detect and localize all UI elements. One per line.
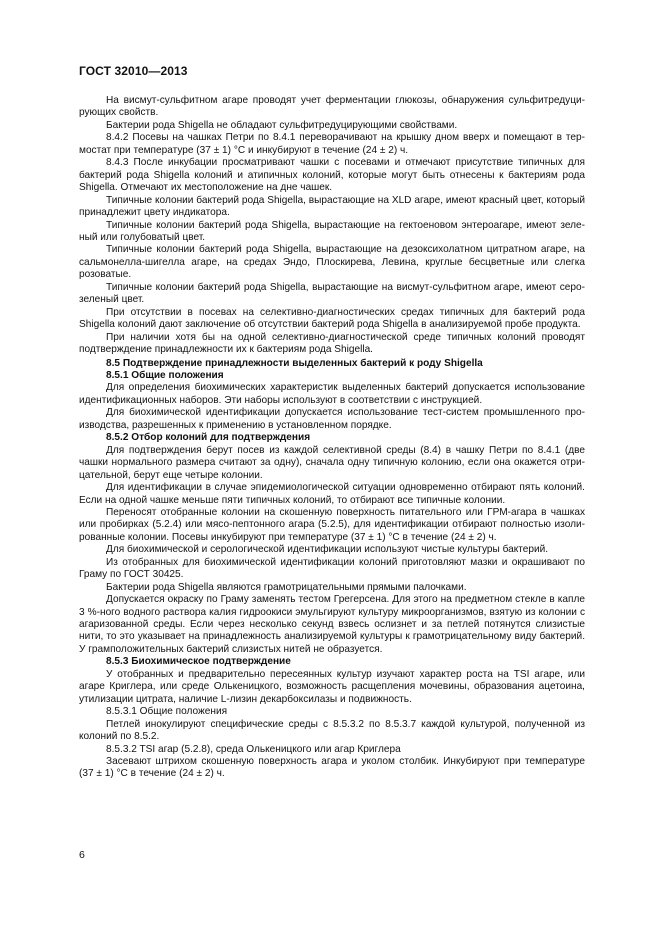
subsection-heading-8-5-3-2: 8.5.3.2 TSI агар (5.2.8), среда Олькеницкого или агар Криглера: [106, 743, 401, 755]
section-heading-8-5-1: 8.5.1 Общие положения: [106, 369, 224, 381]
paragraph: Для биохимической и серологической идентификации используют чистые культуры бактерий.: [106, 544, 549, 556]
paragraph: При отсутствии в посевах на селективно-диагностических средах типичных для бактерий рода Shigella колоний дают заключение об отсутствии бактерий рода Shigella в анализируемой пробе продукта.: [79, 306, 585, 331]
document-body: [79, 95, 585, 781]
paragraph: Петлей инокулируют специфические среды с 8.5.3.2 по 8.5.3.7 каждой культурой, полученной из колоний по 8.5.2.: [79, 718, 585, 743]
paragraph: Типичные колонии бактерий рода Shigella, вырастающие на дезоксихолатном цитратном агаре, на сальмонелла-шигелла агаре, на средах Эндо, Плоскирева, Левина, круглые бесцветные или слегка розоватые.: [79, 244, 585, 281]
paragraph: Типичные колонии бактерий рода Shigella, вырастающие на XLD агаре, имеют красный цвет, который принадлежит цвету индикатора.: [79, 194, 585, 219]
paragraph: Переносят отобранные колонии на скошенную поверхность питательного или ГРМ-агара в чашках или пробирках (5.2.4) или мясо-пептонного агара (5.2.5), для идентификации отбирают полностью изолированные колонии. Посевы инкубируют при температуре (37 ± 1) °С в течение (24 ± 2) ч.: [79, 506, 585, 543]
paragraph: Бактерии рода Shigella не обладают сульфитредуцирующими свойствами.: [106, 119, 458, 131]
paragraph: Для биохимической идентификации допускается использование тест-систем промышленного производства, разрешенных к применению в установленном порядке.: [79, 407, 585, 431]
paragraph: Из отобранных для биохимической идентификации колоний приготовляют мазки и окрашивают по Граму по ГОСТ 30425.: [79, 556, 585, 581]
paragraph: Для определения биохимических характеристик выделенных бактерий допускается использование идентификационных наборов. Эти наборы используют в соответствии с инструкцией.: [79, 382, 585, 406]
paragraph: 8.4.2 Посевы на чашках Петри по 8.4.1 переворачивают на крышку дном вверх и помещают в термостат при температуре (37 ± 1) °С и инкубируют в течение (24 ± 2) ч.: [79, 132, 585, 156]
document-standard-header: ГОСТ 32010—2013: [79, 64, 188, 78]
paragraph: На висмут-сульфитном агаре проводят учет ферментации глюкозы, обнаружения сульфитредуцирующих свойств.: [79, 95, 585, 119]
paragraph: Для идентификации в случае эпидемиологической ситуации одновременно отбирают пять колоний. Если на одной чашке меньше пяти типичных колоний, то отбирают все типичные колонии.: [79, 482, 585, 506]
paragraph: Для подтверждения берут посев из каждой селективной среды (8.4) в чашку Петри по 8.4.1 (две чашки нормального размера считают за одну), сначала одну типичную колонию, если она окажется отрицательной, берут еще четыре колонии.: [79, 444, 585, 481]
page-number: 6: [79, 849, 85, 861]
paragraph: Засевают штрихом скошенную поверхность агара и уколом столбик. Инкубируют при температуре (37 ± 1) °С в течение (24 ± 2) ч.: [79, 756, 585, 780]
section-heading-8-5-2: 8.5.2 Отбор колоний для подтверждения: [106, 432, 311, 444]
paragraph: Допускается окраску по Граму заменять тестом Грегерсена. Для этого на предметном стекле в капле 3 %-ного водного раствора калия гидроокиси эмульгируют культуру микроорганизмов, взятую из колонии с агаризованной среды. Если через несколько секунд взвесь ослизнет и за петлей потянутся слизистые нити, то это указывает на принадлежность анализируемой культуры к грамотрицательному виду бактерий. У грамположительных бактерий слизистых нитей не образуется.: [79, 594, 585, 655]
paragraph: Типичные колонии бактерий рода Shigella, вырастающие на висмут-сульфитном агаре, имеют серо-зеленый цвет.: [79, 281, 585, 306]
section-heading-8-5: 8.5 Подтверждение принадлежности выделенных бактерий к роду Shigella: [106, 357, 483, 369]
section-heading-8-5-3: 8.5.3 Биохимическое подтверждение: [106, 656, 291, 668]
subsection-heading-8-5-3-1: 8.5.3.1 Общие положения: [106, 706, 228, 718]
paragraph: У отобранных и предварительно пересеянных культур изучают характер роста на TSI агаре, или агаре Криглера, или среде Олькеницкого, возможность расщепления мочевины, образования ацетоина, утилизации цитрата, наличие L-лизин декарбоксилазы и подвижность.: [79, 668, 585, 705]
paragraph: Бактерии рода Shigella являются грамотрицательными прямыми палочками.: [106, 581, 467, 593]
paragraph: При наличии хотя бы на одной селективно-диагностической среде типичных колоний проводят подтверждение принадлежности их к бактериям рода Shigella.: [79, 331, 585, 356]
paragraph: 8.4.3 После инкубации просматривают чашки с посевами и отмечают присутствие типичных для бактерий рода Shigella колоний и атипичных колоний, которые могут быть отнесены к бактериям рода Shigella. Отмечают их местоположение на дне чашек.: [79, 157, 585, 194]
paragraph: Типичные колонии бактерий рода Shigella, вырастающие на гектоеновом энтероагаре, имеют зеленый или голубоватый цвет.: [79, 219, 585, 243]
